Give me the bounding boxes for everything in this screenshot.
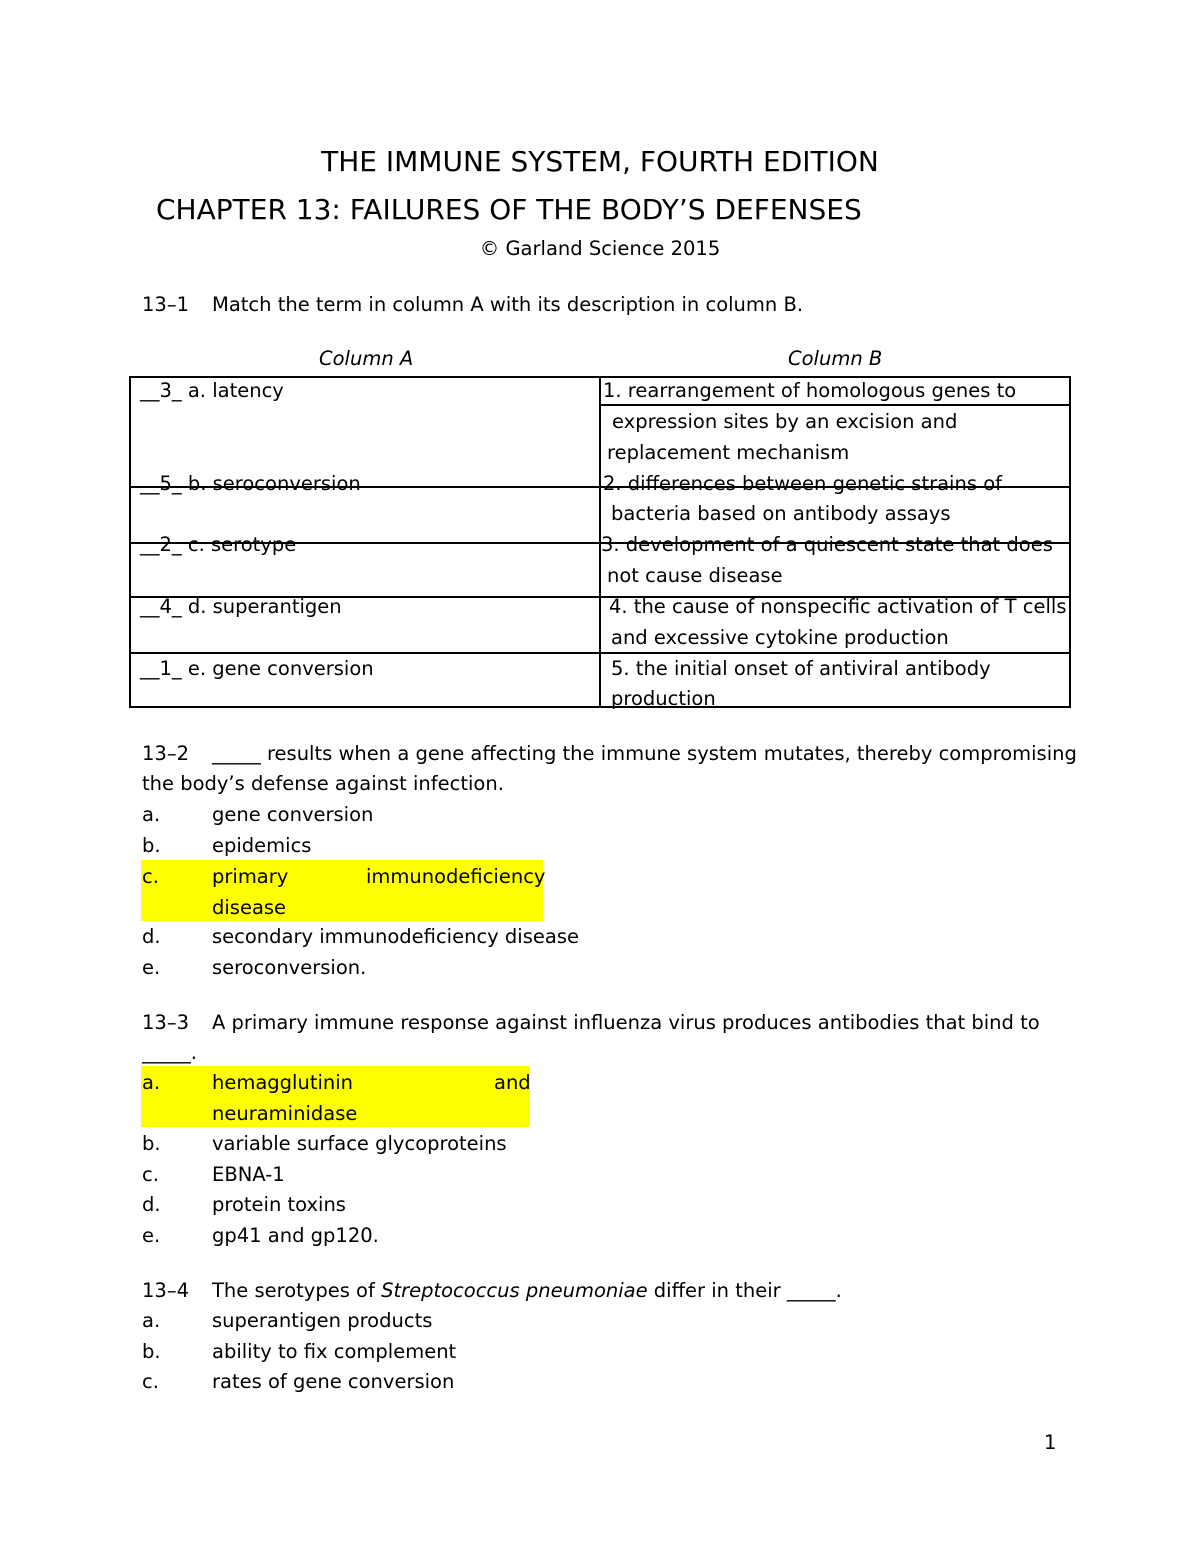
option-letter: c. (142, 1370, 159, 1393)
option-text: seroconversion. (212, 956, 367, 979)
table-row-e-desc-line2: production (611, 687, 716, 710)
prompt-text: differ in their _____. (647, 1279, 842, 1302)
copyright: © Garland Science 2015 (479, 237, 721, 260)
option-letter: b. (142, 834, 161, 857)
option-text-correct-line1-right: and (494, 1071, 531, 1094)
question-prompt-line2: the body’s defense against infection. (142, 772, 504, 795)
option-text-correct-line1-left: primary (212, 865, 289, 888)
column-a-header: Column A (319, 347, 414, 370)
chapter-title: CHAPTER 13: FAILURES OF THE BODY’S DEFENSES (156, 193, 862, 226)
table-row-e-term: __1_ e. gene conversion (140, 657, 374, 680)
table-row-c-desc-line1: 3. development of a quiescent state that does (601, 533, 1053, 556)
question-number: 13–1 (142, 293, 189, 316)
table-row-d-desc-line1: 4. the cause of nonspecific activation of T cells (609, 595, 1067, 618)
option-text: ability to fix complement (212, 1340, 457, 1363)
option-letter: b. (142, 1132, 161, 1155)
option-text: protein toxins (212, 1193, 346, 1216)
question-number: 13–2 (142, 742, 189, 765)
option-letter: e. (142, 956, 161, 979)
option-text: epidemics (212, 834, 312, 857)
option-text: gp41 and gp120. (212, 1224, 379, 1247)
option-text-correct-line2: neuraminidase (212, 1102, 358, 1125)
table-row-c-desc-line2: not cause disease (607, 564, 783, 587)
book-title: THE IMMUNE SYSTEM, FOURTH EDITION (321, 145, 879, 178)
table-row-b-desc-line1: 2. differences between genetic strains of (603, 472, 1002, 495)
prompt-text: The serotypes of (212, 1279, 382, 1302)
table-row-d-desc-line2: and excessive cytokine production (611, 626, 949, 649)
column-b-header: Column B (788, 347, 883, 370)
table-row-a-term: __3_ a. latency (140, 379, 284, 402)
table-row-e-desc-line1: 5. the initial onset of antiviral antibody (611, 657, 991, 680)
option-letter-correct: a. (142, 1071, 161, 1094)
species-name: Streptococcus pneumoniae (381, 1279, 648, 1302)
option-text: secondary immunodeficiency disease (212, 925, 579, 948)
option-letter: d. (142, 925, 161, 948)
question-prompt (212, 1279, 842, 1302)
table-row-a-desc-line2: expression sites by an excision and (612, 410, 958, 433)
option-text-correct-line1-right: immunodeficiency (366, 865, 546, 888)
question-number: 13–3 (142, 1011, 189, 1034)
question-number: 13–4 (142, 1279, 189, 1302)
option-text: EBNA-1 (212, 1163, 285, 1186)
option-letter: a. (142, 803, 161, 826)
option-text: rates of gene conversion (212, 1370, 455, 1393)
question-prompt-line1: _____ results when a gene affecting the immune system mutates, thereby compromising (212, 742, 1077, 765)
table-row-c-term: __2_ c. serotype (140, 533, 297, 556)
option-letter: b. (142, 1340, 161, 1363)
table-row-b-term: __5_ b. seroconversion (140, 472, 361, 495)
option-letter: a. (142, 1309, 161, 1332)
option-text-correct-line2: disease (212, 896, 287, 919)
option-text: superantigen products (212, 1309, 433, 1332)
table-row-b-desc-line2: bacteria based on antibody assays (611, 502, 951, 525)
question-prompt-line1: A primary immune response against influenza virus produces antibodies that bind to (212, 1011, 1040, 1034)
table-row-a-desc-line3: replacement mechanism (607, 441, 850, 464)
option-text: gene conversion (212, 803, 374, 826)
option-letter: c. (142, 1163, 159, 1186)
question-prompt: Match the term in column A with its description in column B. (212, 293, 804, 316)
option-text-correct-line1-left: hemagglutinin (212, 1071, 354, 1094)
option-letter: e. (142, 1224, 161, 1247)
table-row-a-desc-line1: 1. rearrangement of homologous genes to (603, 379, 1017, 402)
question-prompt-line2: _____. (142, 1041, 197, 1064)
option-letter: d. (142, 1193, 161, 1216)
option-letter-correct: c. (142, 865, 159, 888)
table-row-d-term: __4_ d. superantigen (140, 595, 342, 618)
page-number: 1 (1044, 1431, 1057, 1454)
option-text: variable surface glycoproteins (212, 1132, 507, 1155)
